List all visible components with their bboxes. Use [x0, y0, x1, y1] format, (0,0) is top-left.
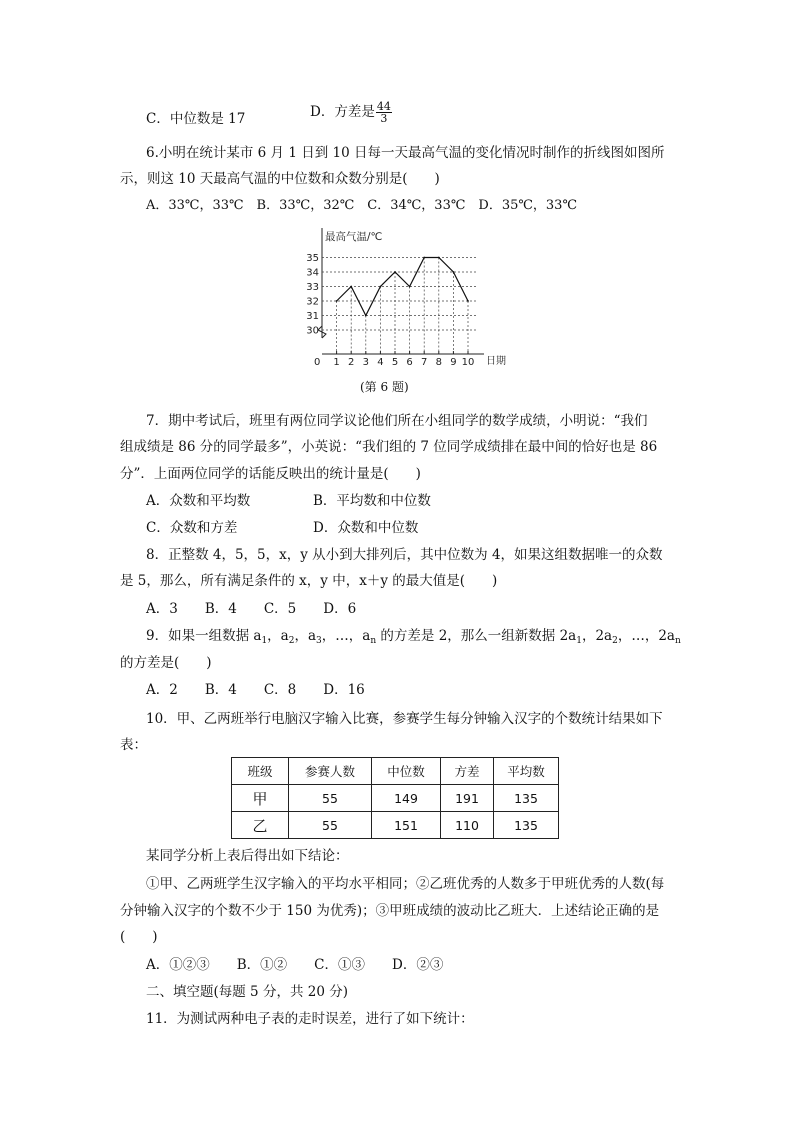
table-cell: 110	[441, 812, 494, 839]
table-header-cell: 方差	[441, 758, 494, 785]
q9-text-line1: 9．如果一组数据 $a_1$，$a_2$，$a_3$，…，$a_n$ 的方差是 2，那么一组新数据 $2a_1$，$2a_2$，…，$2a_n$	[146, 628, 681, 646]
data-point	[438, 257, 440, 259]
stats-table	[231, 757, 559, 839]
q7-option-b: B．平均数和中位数	[313, 493, 431, 509]
table-cell: 135	[494, 785, 559, 812]
x-tick-label: 6	[406, 357, 413, 368]
x-tick-label: 4	[377, 357, 384, 368]
data-point	[467, 300, 469, 302]
x-tick-label: 8	[435, 357, 442, 368]
y-tick-label: 33	[306, 282, 319, 293]
x-tick-label: 9	[450, 357, 457, 368]
table-header-cell: 中位数	[372, 758, 441, 785]
table-header-cell: 平均数	[494, 758, 559, 785]
table-row	[232, 812, 559, 839]
data-point	[350, 286, 352, 288]
table-cell: 191	[441, 785, 494, 812]
y-tick-label: 30	[306, 325, 319, 337]
table-cell: 55	[289, 785, 372, 812]
section-heading: 二、填空题(每题 5 分，共 20 分)	[146, 984, 348, 1000]
x-tick-label: 7	[421, 357, 428, 368]
y-tick-label: 32	[306, 296, 319, 308]
q7-text-line1: 7．期中考试后，班里有两位同学议论他们所在小组同学的数学成绩，小明说：“我们	[146, 413, 648, 429]
x-tick-label: 5	[391, 357, 399, 368]
q10-after-text: 某同学分析上表后得出如下结论：	[146, 848, 349, 864]
y-tick-label: 34	[306, 267, 319, 279]
table-header-cell: 班级	[232, 758, 289, 785]
table-cell: 乙	[232, 812, 289, 839]
table-cell: 151	[372, 812, 441, 839]
q9-options: A．2 B．4 C．8 D．16	[146, 682, 365, 698]
q8-options: A．3 B．4 C．5 D．6	[146, 601, 357, 617]
table-cell: 135	[494, 812, 559, 839]
q10-conclusion-line2: 分钟输入汉字的个数不少于 150 为优秀)；③甲班成绩的波动比乙班大．上述结论正确的是	[120, 903, 660, 919]
q7-text-line3: 分”．上面两位同学的话能反映出的统计量是( )	[120, 466, 421, 482]
q6-options: A．33℃，33℃ B．33℃，32℃ C．34℃，33℃ D．35℃，33℃	[146, 198, 577, 213]
y-axis-label: 最高气温/℃	[325, 231, 383, 243]
temperature-line-chart	[300, 226, 510, 376]
q7-option-d: D．众数和中位数	[313, 520, 419, 536]
q5-option-d: D．方差是 $\frac{44}{3}$	[310, 100, 391, 125]
q7-option-c: C．众数和方差	[146, 520, 238, 536]
x-tick-label: 10	[461, 357, 475, 368]
fraction: $\frac{44}{3}$	[376, 100, 391, 125]
data-point	[380, 286, 382, 288]
x-tick-label: 3	[362, 357, 369, 368]
y-tick-label: 31	[306, 311, 319, 322]
q8-text-line2: 是 5，那么，所有满足条件的 x，y 中，x＋y 的最大值是( )	[120, 573, 498, 589]
q11-text: 11．为测试两种电子表的走时误差，进行了如下统计：	[146, 1011, 474, 1027]
q6-text-line1: 6.小明在统计某市 6 月 1 日到 10 日每一天最高气温的变化情况时制作的折线图如图所	[146, 145, 665, 161]
q10-text-line2: 表：	[120, 737, 147, 753]
q7-text-line2: 组成绩是 86 分的同学最多”，小英说：“我们组的 7 位同学成绩排在最中间的恰好也是 86	[120, 439, 658, 455]
origin-label: 0	[314, 357, 321, 368]
q8-text-line1: 8．正整数 4，5，5，x，y 从小到大排列后，其中位数为 4，如果这组数据唯一的众数	[146, 547, 663, 563]
figure-caption: (第 6 题)	[360, 380, 409, 394]
q9-text-line2: 的方差是( )	[120, 655, 212, 671]
data-point	[394, 271, 396, 273]
table-header-cell: 参赛人数	[289, 758, 372, 785]
data-point	[409, 286, 411, 288]
table-cell: 55	[289, 812, 372, 839]
q7-option-a: A．众数和平均数	[146, 493, 251, 509]
table-cell: 149	[372, 785, 441, 812]
q6-text-line2: 示，则这 10 天最高气温的中位数和众数分别是( )	[120, 171, 440, 187]
q5-option-c: C．中位数是 17	[146, 111, 246, 127]
data-point	[336, 300, 338, 302]
data-point	[453, 271, 455, 273]
q10-options: A．①②③ B．①② C．①③ D．②③	[146, 957, 444, 973]
table-cell: 甲	[232, 785, 289, 812]
q10-conclusion-line3: ( )	[120, 929, 158, 945]
table-row	[232, 785, 559, 812]
q10-text-line1: 10．甲、乙两班举行电脑汉字输入比赛，参赛学生每分钟输入汉字的个数统计结果如下	[146, 711, 663, 727]
x-tick-label: 2	[348, 357, 355, 368]
data-point	[423, 257, 425, 259]
q10-conclusion-line1: ①甲、乙两班学生汉字输入的平均水平相同；②乙班优秀的人数多于甲班优秀的人数(每	[146, 876, 665, 892]
y-tick-label: 35	[306, 253, 319, 264]
x-axis-label: 日期	[486, 356, 506, 367]
data-point	[365, 315, 367, 317]
table-header-row	[232, 758, 559, 785]
x-tick-label: 1	[333, 357, 340, 368]
